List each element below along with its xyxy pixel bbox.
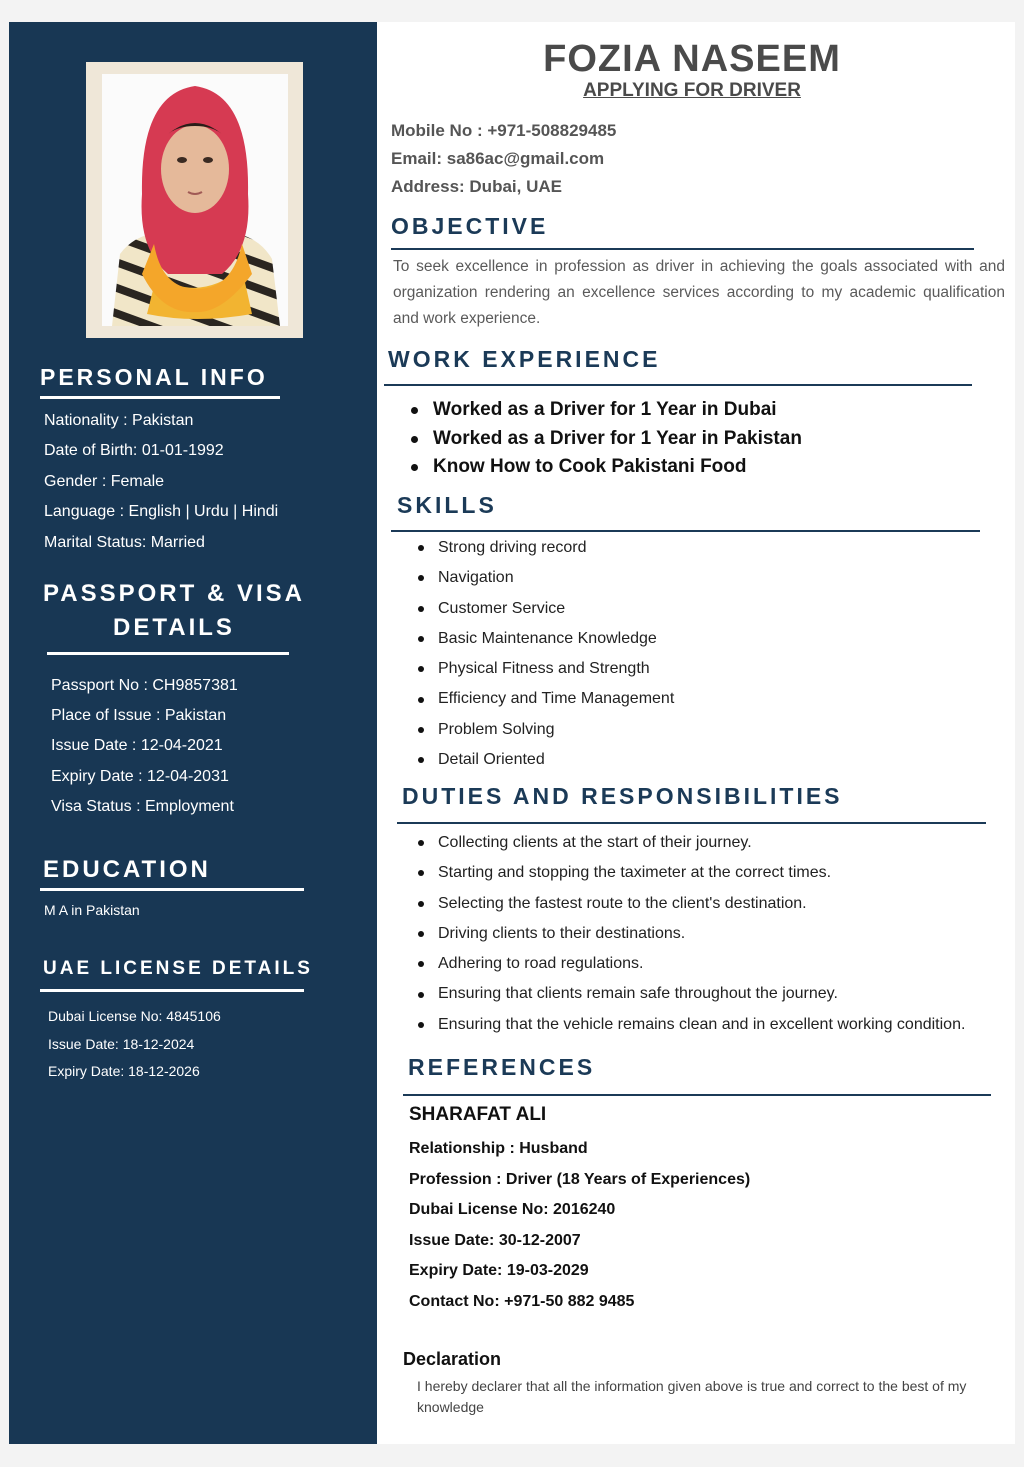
passport-issue-date: Issue Date : 12-04-2021 <box>51 737 223 754</box>
personal-info-rule <box>40 396 280 399</box>
passport-heading-line2: DETAILS <box>113 614 235 641</box>
profile-photo <box>102 74 288 326</box>
education-heading: EDUCATION <box>43 856 211 883</box>
passport-rule <box>47 652 289 655</box>
portrait-illustration <box>102 74 288 326</box>
nationality: Nationality : Pakistan <box>44 412 194 429</box>
personal-info-heading: PERSONAL INFO <box>40 364 268 390</box>
license-heading: UAE LICENSE DETAILS <box>43 958 313 979</box>
reference-license: Dubai License No: 2016240 <box>409 1201 616 1218</box>
duties-rule <box>397 822 986 824</box>
skills-list <box>418 533 674 775</box>
list-item: Worked as a Driver for 1 Year in Dubai <box>411 396 802 425</box>
skills-rule <box>391 530 980 532</box>
place-of-issue: Place of Issue : Pakistan <box>51 707 227 724</box>
work-experience-heading: WORK EXPERIENCE <box>388 346 661 372</box>
mobile-number: Mobile No : +971-508829485 <box>391 121 617 140</box>
list-item: Worked as a Driver for 1 Year in Pakistan <box>411 425 802 454</box>
references-rule <box>403 1094 991 1096</box>
reference-contact: Contact No: +971-50 882 9485 <box>409 1293 635 1310</box>
passport-number: Passport No : CH9857381 <box>51 677 238 694</box>
list-item: Customer Service <box>418 594 674 624</box>
list-item: Problem Solving <box>418 715 674 745</box>
work-experience-rule <box>384 384 972 386</box>
references-heading: REFERENCES <box>408 1054 596 1080</box>
passport-expiry-date: Expiry Date : 12-04-2031 <box>51 768 229 785</box>
marital-status: Marital Status: Married <box>44 534 205 551</box>
list-item: Starting and stopping the taximeter at the correct times. <box>418 858 965 888</box>
license-rule <box>40 989 304 992</box>
language: Language : English | Urdu | Hindi <box>44 503 279 520</box>
list-item: Efficiency and Time Management <box>418 684 674 714</box>
list-item: Collecting clients at the start of their journey. <box>418 828 965 858</box>
date-of-birth: Date of Birth: 01-01-1992 <box>44 442 224 459</box>
work-experience-list <box>411 396 802 482</box>
education-text: M A in Pakistan <box>44 902 140 918</box>
address: Address: Dubai, UAE <box>391 177 562 196</box>
list-item: Adhering to road regulations. <box>418 949 965 979</box>
list-item: Ensuring that clients remain safe throughout the journey. <box>418 979 965 1009</box>
candidate-name: FOZIA NASEEM <box>543 38 841 80</box>
reference-name: SHARAFAT ALI <box>409 1104 547 1125</box>
list-item: Basic Maintenance Knowledge <box>418 624 674 654</box>
gender: Gender : Female <box>44 473 165 490</box>
list-item: Detail Oriented <box>418 745 674 775</box>
reference-issue-date: Issue Date: 30-12-2007 <box>409 1232 581 1249</box>
list-item: Ensuring that the vehicle remains clean and in excellent working condition. <box>418 1010 965 1040</box>
license-expiry-date: Expiry Date: 18-12-2026 <box>48 1063 200 1079</box>
list-item: Strong driving record <box>418 533 674 563</box>
list-item: Know How to Cook Pakistani Food <box>411 453 802 482</box>
photo-frame <box>86 62 303 338</box>
visa-status: Visa Status : Employment <box>51 798 234 815</box>
reference-relationship: Relationship : Husband <box>409 1140 588 1157</box>
list-item: Navigation <box>418 563 674 593</box>
list-item: Physical Fitness and Strength <box>418 654 674 684</box>
duties-heading: DUTIES AND RESPONSIBILITIES <box>402 783 843 809</box>
education-rule <box>40 888 304 891</box>
objective-heading: OBJECTIVE <box>391 213 549 239</box>
sidebar <box>9 22 377 1444</box>
passport-heading-line1: PASSPORT & VISA <box>43 580 305 607</box>
reference-expiry-date: Expiry Date: 19-03-2029 <box>409 1262 589 1279</box>
objective-rule <box>391 248 974 250</box>
license-issue-date: Issue Date: 18-12-2024 <box>48 1036 195 1052</box>
declaration-text: I hereby declarer that all the information given above is true and correct to the best of my knowledge <box>417 1378 967 1415</box>
skills-heading: SKILLS <box>397 492 497 518</box>
duties-list <box>418 828 965 1040</box>
list-item: Selecting the fastest route to the client's destination. <box>418 889 965 919</box>
reference-profession: Profession : Driver (18 Years of Experiences) <box>409 1171 751 1188</box>
objective-text: To seek excellence in profession as driver in achieving the goals associated with and organization rendering an excellence services according to my academic qualification and work experience. <box>393 258 1005 327</box>
license-number: Dubai License No: 4845106 <box>48 1008 221 1024</box>
declaration-heading: Declaration <box>403 1349 502 1369</box>
email: Email: sa86ac@gmail.com <box>391 149 605 168</box>
applying-for: APPLYING FOR DRIVER <box>583 80 801 101</box>
list-item: Driving clients to their destinations. <box>418 919 965 949</box>
